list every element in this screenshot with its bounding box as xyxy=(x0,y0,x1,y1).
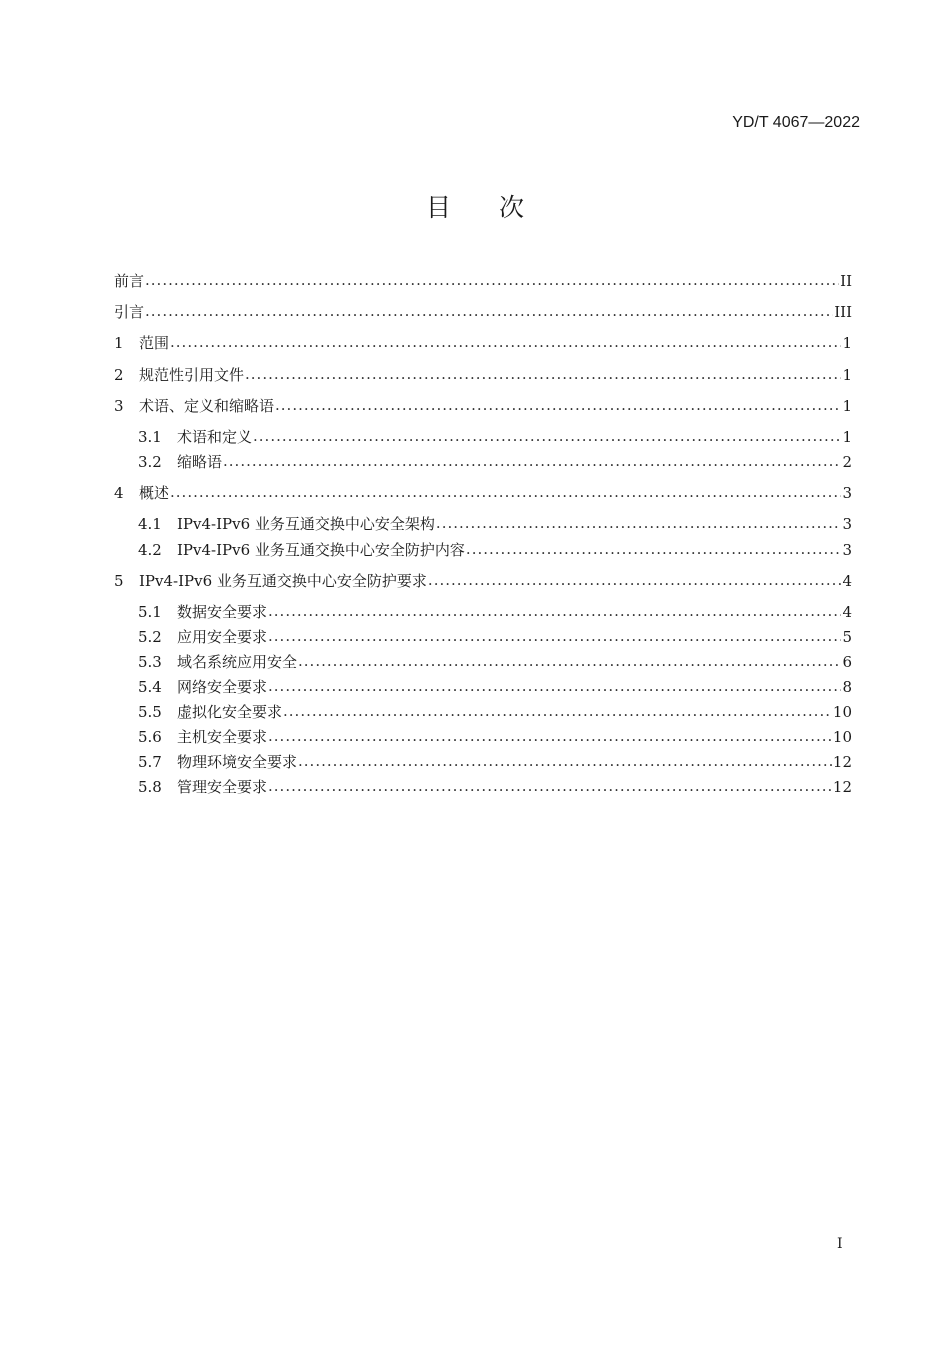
toc-entry-page: 1 xyxy=(842,366,852,384)
toc-leader-dots xyxy=(275,394,841,416)
toc-entry-5-3[interactable] xyxy=(138,651,852,673)
toc-entry-number: 5 xyxy=(114,572,124,590)
toc-leader-dots xyxy=(466,538,842,560)
toc-entry-number: 5.4 xyxy=(138,678,162,696)
toc-entry-page: 5 xyxy=(842,628,852,646)
toc-leader-dots xyxy=(268,775,832,797)
toc-entry-number: 5.5 xyxy=(138,703,162,721)
toc-entry-text: 前言 xyxy=(114,272,145,290)
toc-entry-text: 域名系统应用安全 xyxy=(177,653,298,671)
toc-entry-number: 4.1 xyxy=(138,515,162,533)
toc-entry-text: 主机安全要求 xyxy=(177,728,268,746)
toc-leader-dots xyxy=(145,300,833,322)
toc-entry-2[interactable] xyxy=(114,364,852,386)
toc-entry-page: 12 xyxy=(832,753,852,771)
toc-entry-text: 物理环境安全要求 xyxy=(177,753,298,771)
toc-entry-number: 5.2 xyxy=(138,628,162,646)
toc-leader-dots xyxy=(436,512,842,534)
toc-leader-dots xyxy=(268,600,841,622)
toc-entry-number: 3.2 xyxy=(138,453,162,471)
toc-entry-3-2[interactable] xyxy=(138,451,852,473)
toc-entry-page: 1 xyxy=(842,397,852,415)
toc-leader-dots xyxy=(298,650,841,672)
toc-entry-page: 1 xyxy=(842,428,852,446)
toc-entry-text: 网络安全要求 xyxy=(177,678,268,696)
toc-leader-dots xyxy=(268,725,832,747)
toc-entry-page: 2 xyxy=(842,453,852,471)
toc-entry-page: 4 xyxy=(842,572,852,590)
toc-leader-dots xyxy=(170,481,841,503)
toc-entry-5-1[interactable] xyxy=(138,601,852,623)
toc-entry-text: IPv4-IPv6 业务互通交换中心安全防护内容 xyxy=(177,541,465,559)
toc-entry-5-4[interactable] xyxy=(138,676,852,698)
document-code: YD/T 4067—2022 xyxy=(732,114,860,131)
toc-entry-5-8[interactable] xyxy=(138,776,852,798)
toc-entry-text: 概述 xyxy=(139,484,170,502)
toc-entry-text: 术语、定义和缩略语 xyxy=(139,397,275,415)
toc-entry-3-1[interactable] xyxy=(138,426,852,448)
toc-entry-page: 1 xyxy=(842,334,852,352)
toc-entry-number: 5.3 xyxy=(138,653,162,671)
toc-entry-5-6[interactable] xyxy=(138,726,852,748)
toc-entry-text: 管理安全要求 xyxy=(177,778,268,796)
toc-entry-text: 术语和定义 xyxy=(177,428,253,446)
toc-leader-dots xyxy=(268,625,841,647)
toc-entry-4-1[interactable] xyxy=(138,513,852,535)
toc-entry-text: 缩略语 xyxy=(177,453,223,471)
title-char-2: 次 xyxy=(499,193,525,222)
toc-entry-text: 范围 xyxy=(139,334,170,352)
toc-entry-number: 5.6 xyxy=(138,728,162,746)
toc-entry-5-5[interactable] xyxy=(138,701,852,723)
toc-entry-page: 3 xyxy=(842,541,852,559)
toc-entry-1[interactable] xyxy=(114,332,852,354)
toc-leader-dots xyxy=(223,450,841,472)
toc-entry-page: 8 xyxy=(842,678,852,696)
toc-entry-page: 10 xyxy=(832,703,852,721)
toc-entry-5-2[interactable] xyxy=(138,626,852,648)
toc-entry-page: 12 xyxy=(832,778,852,796)
toc-entry-page: 10 xyxy=(832,728,852,746)
toc-leader-dots xyxy=(428,569,842,591)
toc-entry-number: 4.2 xyxy=(138,541,162,559)
toc-entry-3[interactable] xyxy=(114,395,852,417)
toc-entry-number: 1 xyxy=(114,334,124,352)
toc-entry-number: 4 xyxy=(114,484,124,502)
toc-entry-page: 3 xyxy=(842,515,852,533)
toc-entry-page: 3 xyxy=(842,484,852,502)
toc-entry-page: II xyxy=(840,272,852,290)
toc-entry-introduction[interactable] xyxy=(114,301,852,323)
toc-leader-dots xyxy=(145,269,839,291)
toc-entry-text: 引言 xyxy=(114,303,145,321)
toc-entry-text: 应用安全要求 xyxy=(177,628,268,646)
page-number: I xyxy=(837,1236,843,1252)
toc-entry-number: 5.7 xyxy=(138,753,162,771)
page-title xyxy=(0,188,950,224)
toc-entry-number: 2 xyxy=(114,366,124,384)
toc-leader-dots xyxy=(253,425,841,447)
toc-entry-text: 数据安全要求 xyxy=(177,603,268,621)
toc-entry-4-2[interactable] xyxy=(138,539,852,561)
toc-entry-5[interactable] xyxy=(114,570,852,592)
toc-entry-number: 3.1 xyxy=(138,428,162,446)
toc-entry-number: 3 xyxy=(114,397,124,415)
toc-entry-4[interactable] xyxy=(114,482,852,504)
toc-entry-number: 5.8 xyxy=(138,778,162,796)
toc-entry-text: IPv4-IPv6 业务互通交换中心安全防护要求 xyxy=(139,572,427,590)
toc-entry-text: IPv4-IPv6 业务互通交换中心安全架构 xyxy=(177,515,435,533)
toc-entry-text: 虚拟化安全要求 xyxy=(177,703,283,721)
toc-entry-foreword[interactable] xyxy=(114,270,852,292)
toc-leader-dots xyxy=(245,363,841,385)
toc-leader-dots xyxy=(298,750,832,772)
toc-entry-5-7[interactable] xyxy=(138,751,852,773)
toc-entry-page: 4 xyxy=(842,603,852,621)
toc-leader-dots xyxy=(283,700,832,722)
toc-entry-page: III xyxy=(834,303,852,321)
toc-leader-dots xyxy=(170,331,841,353)
toc-entry-number: 5.1 xyxy=(138,603,162,621)
title-char-1: 目 xyxy=(425,193,451,222)
toc-leader-dots xyxy=(268,675,841,697)
toc-entry-text: 规范性引用文件 xyxy=(139,366,245,384)
toc-entry-page: 6 xyxy=(842,653,852,671)
